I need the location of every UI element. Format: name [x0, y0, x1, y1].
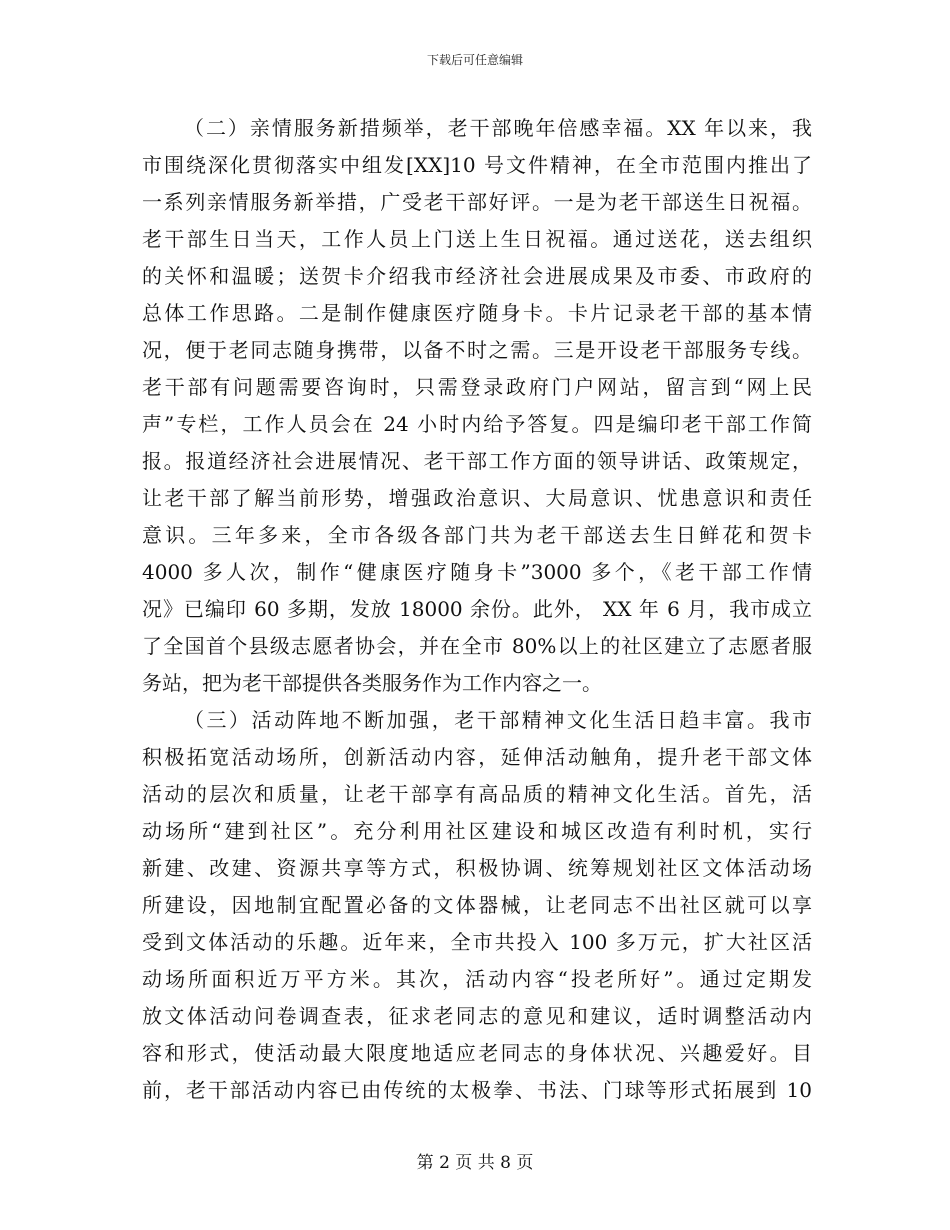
paragraph-line: 报。报道经济社会进展情况、老干部工作方面的领导讲话、政策规定，	[142, 449, 812, 473]
paragraph-line: （二）亲情服务新措频举，老干部晚年倍感幸福。XX 年以来，我	[184, 116, 812, 140]
paragraph-line: 老干部有问题需要咨询时，只需登录政府门户网站，留言到“网上民	[142, 375, 812, 399]
paragraph-line: 况》已编印 60 多期，发放 18000 余份。此外， XX 年 6 月，我市成立	[142, 597, 812, 621]
paragraph-line: 所建设，因地制宜配置必备的文体器械，让老同志不出社区就可以享	[142, 893, 812, 917]
paragraph-line: 老干部生日当天，工作人员上门送上生日祝福。通过送花，送去组织	[142, 227, 812, 251]
paragraph-line: 活动的层次和质量，让老干部享有高品质的精神文化生活。首先，活	[142, 782, 812, 806]
paragraph-line: 总体工作思路。二是制作健康医疗随身卡。卡片记录老干部的基本情	[142, 301, 812, 325]
paragraph-line: 况，便于老同志随身携带，以备不时之需。三是开设老干部服务专线。	[142, 338, 812, 362]
document-body	[142, 110, 812, 1109]
paragraph-line: 动场所“建到社区”。充分利用社区建设和城区改造有利时机，实行	[142, 819, 812, 843]
paragraph-line: 一系列亲情服务新举措，广受老干部好评。一是为老干部送生日祝福。	[142, 190, 812, 214]
paragraph-line: 前，老干部活动内容已由传统的太极拳、书法、门球等形式拓展到 10	[142, 1078, 812, 1102]
page-header: 下载后可任意编辑	[426, 53, 523, 67]
paragraph-line: 4000 多人次，制作“健康医疗随身卡”3000 多个，《老干部工作情	[142, 560, 812, 584]
paragraph-line: 声”专栏，工作人员会在 24 小时内给予答复。四是编印老干部工作简	[142, 412, 812, 436]
paragraph-line: 务站，把为老干部提供各类服务作为工作内容之一。	[142, 671, 602, 695]
page-number: 第 2 页 共 8 页	[416, 1153, 534, 1173]
paragraph-line: 新建、改建、资源共享等方式，积极协调、统筹规划社区文体活动场	[142, 856, 812, 880]
paragraph-line: 受到文体活动的乐趣。近年来，全市共投入 100 多万元，扩大社区活	[142, 930, 812, 954]
paragraph-line: 积极拓宽活动场所，创新活动内容，延伸活动触角，提升老干部文体	[142, 745, 812, 769]
paragraph-line: 容和形式，使活动最大限度地适应老同志的身体状况、兴趣爱好。目	[142, 1041, 812, 1065]
paragraph-line: 让老干部了解当前形势，增强政治意识、大局意识、忧患意识和责任	[142, 486, 812, 510]
paragraph-line: 意识。三年多来，全市各级各部门共为老干部送去生日鲜花和贺卡	[142, 523, 812, 547]
paragraph-line: 放文体活动问卷调查表，征求老同志的意见和建议，适时调整活动内	[142, 1004, 812, 1028]
paragraph-line: 市围绕深化贯彻落实中组发[XX]10 号文件精神，在全市范围内推出了	[142, 153, 812, 177]
paragraph-line: 了全国首个县级志愿者协会，并在全市 80%以上的社区建立了志愿者服	[142, 634, 812, 658]
paragraph-line: 动场所面积近万平方米。其次，活动内容“投老所好”。通过定期发	[142, 967, 812, 991]
paragraph-line: 的关怀和温暖；送贺卡介绍我市经济社会进展成果及市委、市政府的	[142, 264, 812, 288]
paragraph-line: （三）活动阵地不断加强，老干部精神文化生活日趋丰富。我市	[184, 708, 812, 732]
